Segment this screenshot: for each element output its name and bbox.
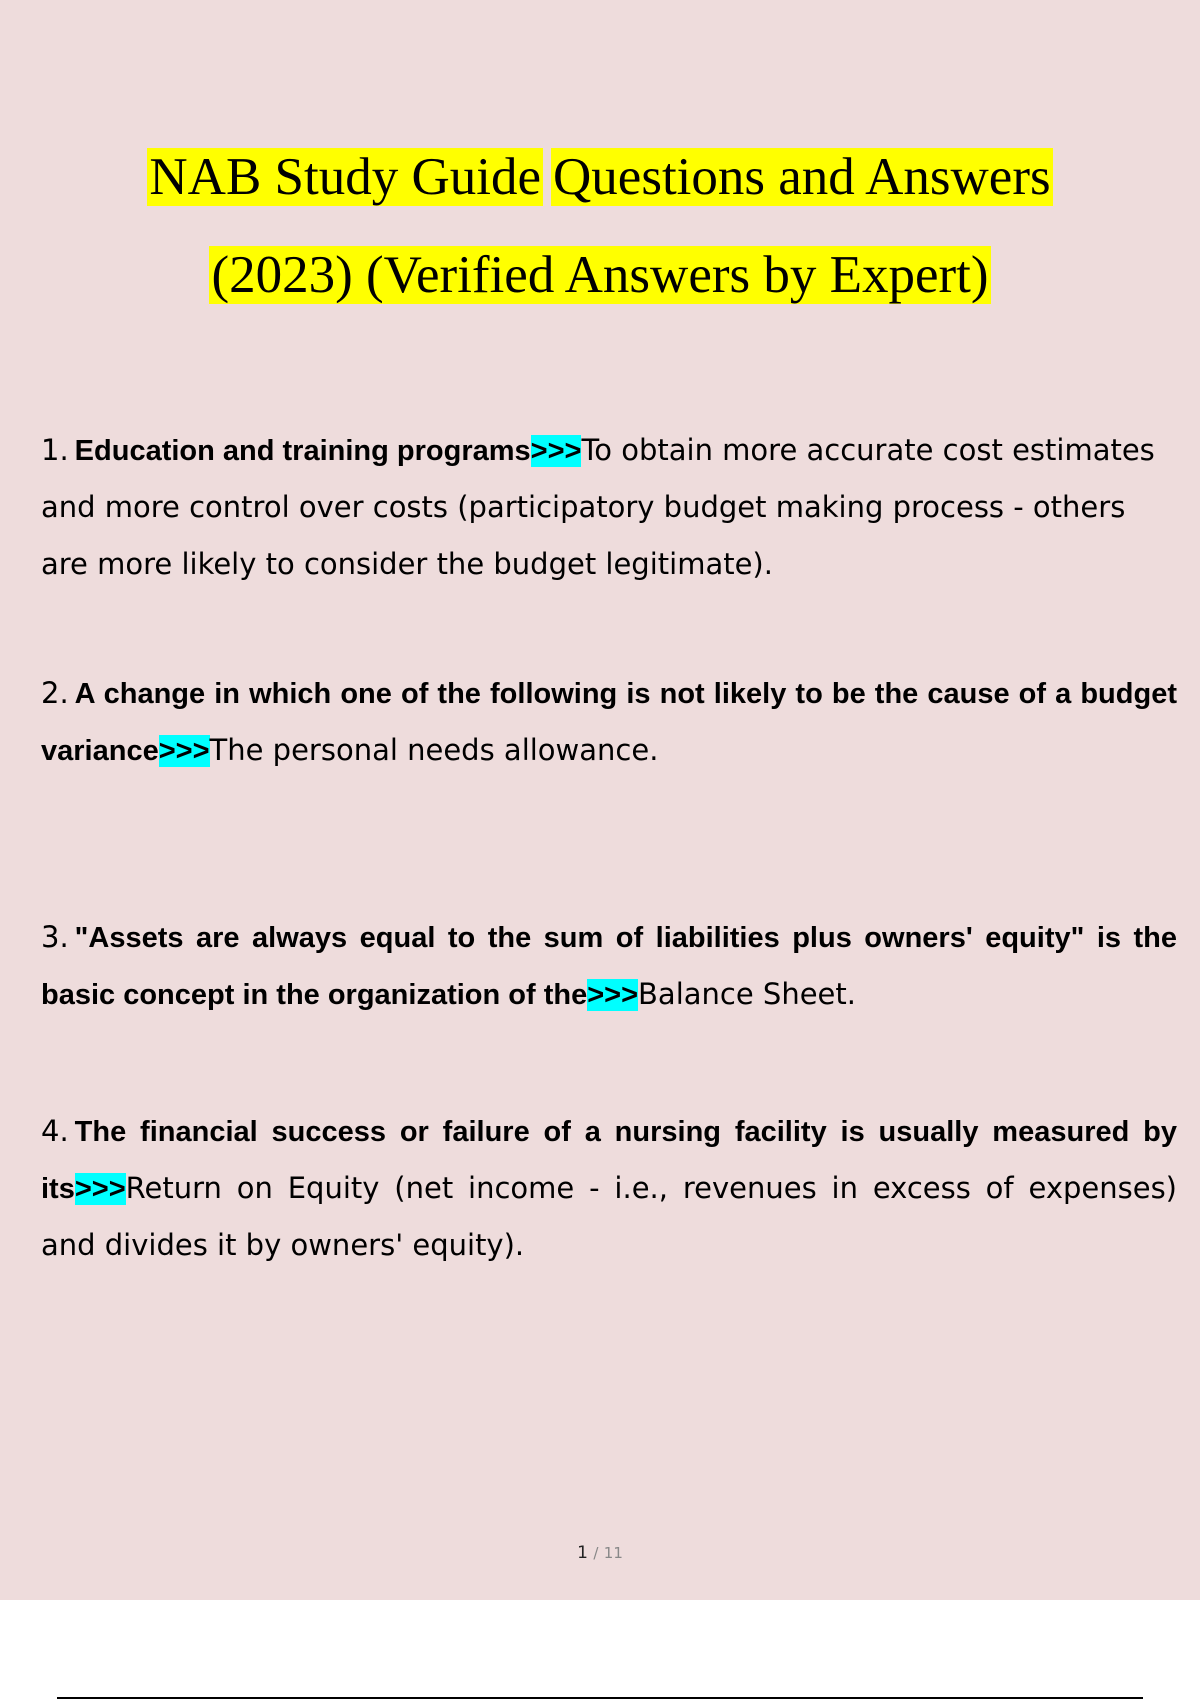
qa-item-4 xyxy=(41,1103,1177,1274)
bottom-divider xyxy=(57,1697,1143,1699)
answer-text: Return on Equity (net income - i.e., revenues in excess of expenses) and divides it by owners' equity). xyxy=(41,1171,1177,1262)
item-number: 2. xyxy=(41,676,69,710)
qa-item-3 xyxy=(41,909,1177,1023)
title-line-2 xyxy=(40,226,1160,324)
question-text: A change in which one of the following is not likely to be the cause of a budget variance xyxy=(41,678,1177,767)
answer-separator: >>> xyxy=(530,435,582,467)
item-number: 3. xyxy=(41,920,69,954)
answer-text: The personal needs allowance. xyxy=(209,733,659,767)
page-separator: / xyxy=(593,1544,599,1562)
title-highlight-3: (2023) (Verified Answers by Expert) xyxy=(211,246,989,304)
title-highlight-1: NAB Study Guide xyxy=(149,148,542,206)
qa-item-2 xyxy=(41,665,1177,779)
answer-separator: >>> xyxy=(74,1173,126,1205)
answer-separator: >>> xyxy=(158,735,210,767)
total-pages: 11 xyxy=(603,1544,623,1562)
item-number: 4. xyxy=(41,1114,69,1148)
title-line-1 xyxy=(40,128,1160,226)
question-text: The financial success or failure of a nursing facility is usually measured by its xyxy=(41,1116,1177,1205)
document-title xyxy=(40,128,1160,324)
answer-text: Balance Sheet. xyxy=(638,977,856,1011)
answer-separator: >>> xyxy=(587,979,639,1011)
question-text: "Assets are always equal to the sum of liabilities plus owners' equity" is the basic concept in the organization of the xyxy=(41,922,1177,1011)
item-number: 1. xyxy=(41,433,69,467)
current-page-number: 1 xyxy=(577,1543,588,1563)
answer-text: To obtain more accurate cost estimates and more control over costs (participatory budget making process - others are more likely to consider the budget legitimate). xyxy=(41,433,1155,581)
qa-item-1 xyxy=(41,422,1177,593)
question-text: Education and training programs xyxy=(74,435,531,467)
title-highlight-2: Questions and Answers xyxy=(553,148,1051,206)
page-indicator xyxy=(0,1543,1200,1563)
